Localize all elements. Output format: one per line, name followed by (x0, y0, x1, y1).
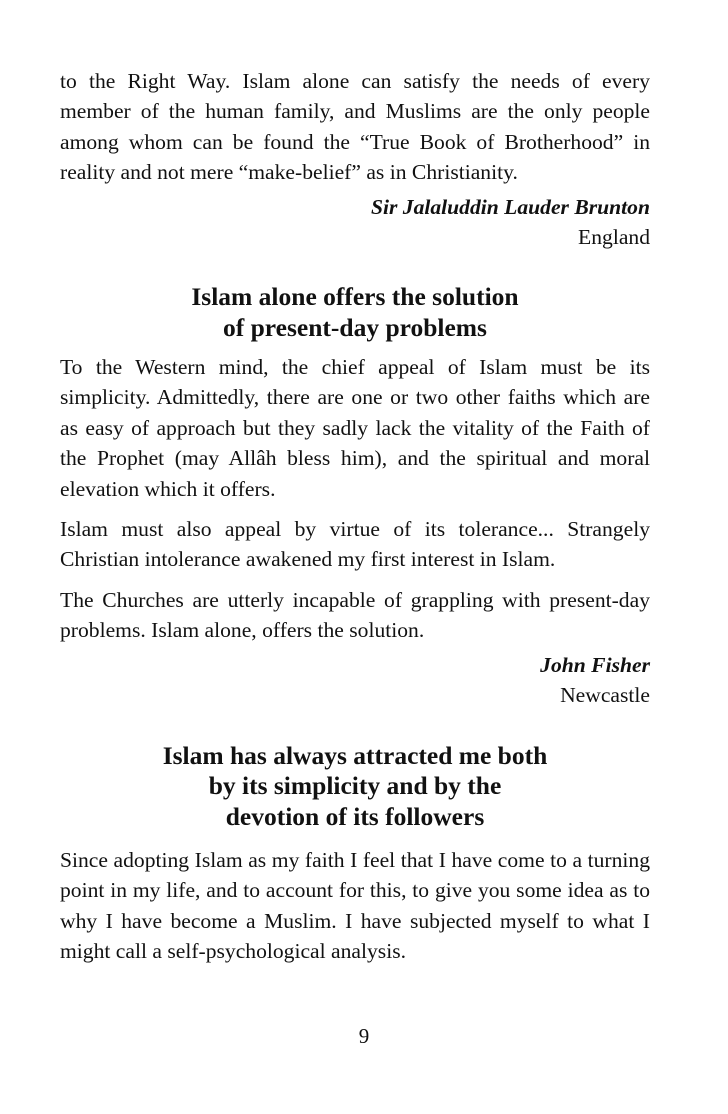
signature-name: Sir Jalaluddin Lauder Brunton (370, 194, 650, 219)
heading-line: devotion of its followers (225, 802, 485, 832)
page-number: 9 (358, 1024, 370, 1048)
signature-place: Newcastle (560, 683, 650, 708)
heading-line: Islam alone offers the solution (191, 282, 519, 312)
section-1-paragraph-1: To the Western mind, the chief appeal of Islam must be its simplicity. Admittedly, there are one or two other faiths which are as easy of approach but they sadly lack the vitality of the Faith of the Prophet (may Allâh bless him), and the spiritual and moral elevation which it offers. (60, 355, 650, 501)
signature-fisher (60, 650, 650, 711)
intro-paragraph: to the Right Way. Islam alone can satisfy the needs of every member of the human family, and Muslims are the only people among whom can be found the “True Book of Brotherhood” in reality and not mere “make-belief” as in Christianity. (60, 69, 650, 185)
signature-brunton (60, 192, 650, 253)
page-content (60, 66, 650, 967)
heading-line: Islam has always attracted me both (162, 740, 548, 770)
section-2-paragraph-1: Since adopting Islam as my faith I feel that I have come to a turning point in my life, and to account for this, to give you some idea as to why I have become a Muslim. I have subjected myself to what I might call a self-psychological analysis. (60, 847, 650, 964)
heading-line: of present-day problems (223, 313, 487, 343)
signature-place: England (578, 225, 650, 250)
section-heading-solution (60, 282, 650, 344)
heading-line: by its simplicity and by the (208, 771, 502, 801)
section-1-paragraph-3: The Churches are utterly incapable of grappling with present-day problems. Islam alone, offers the solution. (60, 587, 650, 643)
signature-name: John Fisher (540, 652, 650, 677)
section-1-paragraph-2: Islam must also appeal by virtue of its tolerance... Strangely Christian intolerance awakened my first interest in Islam. (60, 517, 650, 572)
section-heading-attracted (60, 741, 650, 833)
